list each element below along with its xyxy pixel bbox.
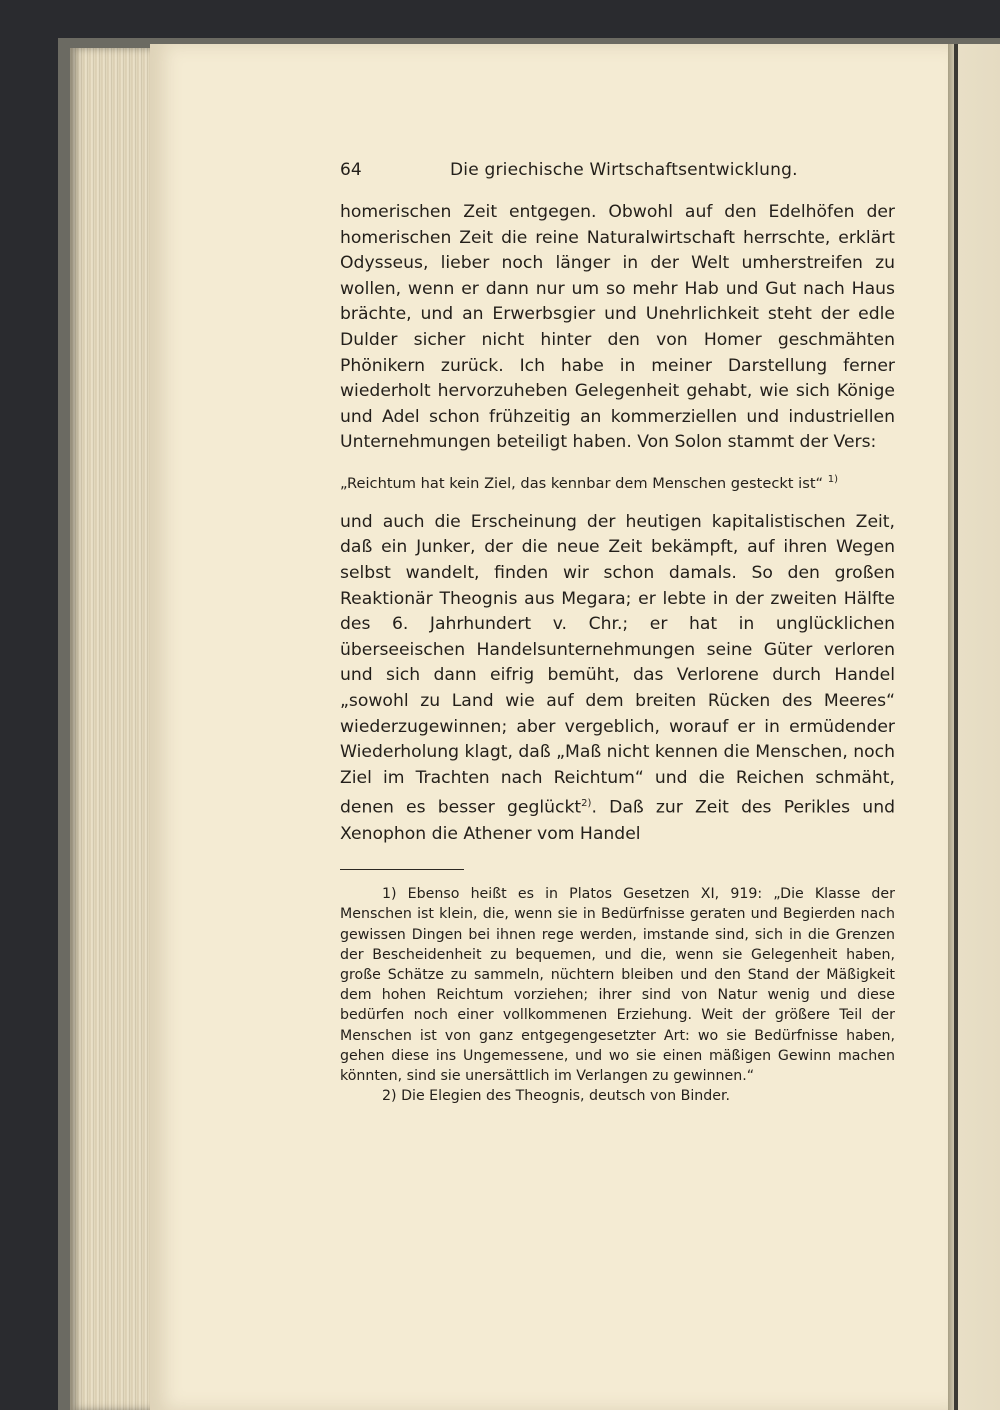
page-content — [340, 160, 895, 1106]
footnote-separator — [340, 869, 464, 870]
paragraph-2-footnote-ref: 2) — [581, 798, 592, 810]
page-number: 64 — [340, 160, 362, 180]
page-edges — [70, 48, 160, 1410]
paragraph-1: homerischen Zeit entgegen. Obwohl auf den Edelhöfen der homerischen Zeit die reine Naturalwirtschaft herrschte, erklärt Odysseus, lieber noch länger in der Welt umherstreifen zu wollen, wenn er dann nur um so mehr Hab und Gut nach Haus brächte, und an Erwerbsgier und Unehrlichkeit steht der edle Dulder sicher nicht hinter den von Homer geschmähten Phönikern zurück. Ich habe in meiner Darstellung ferner wiederholt hervorzuheben Gelegenheit gehabt, wie sich Könige und Adel schon frühzeitig an kommerziellen und industriellen Unternehmungen beteiligt haben. Von Solon stammt der Vers: — [340, 202, 895, 453]
facing-page-edge — [948, 44, 1000, 1410]
paragraph-2-part-2: . Daß zur Zeit des Perikles und Xenophon die Athener vom Handel — [340, 798, 895, 844]
paragraph-2 — [340, 510, 895, 847]
paragraph-2-part-1: und auch die Erscheinung der heutigen kapitalistischen Zeit, daß ein Junker, der die neue Zeit bekämpft, auf ihren Wegen selbst wandelt, finden wir schon damals. So den großen Reaktionär Theognis aus Megara; er lebte in der zweiten Hälfte des 6. Jahrhundert v. Chr.; er hat in unglücklichen überseeischen Handelsunternehmungen seine Güter verloren und sich dann eifrig bemüht, das Verlorene durch Handel „sowohl zu Land wie auf dem breiten Rücken des Meeres“ wiederzugewinnen; aber vergeblich, worauf er in ermüdender Wiederholung klagt, daß „Maß nicht kennen die Menschen, noch Ziel im Trachten nach Reichtum“ und die Reichen schmäht, denen es besser geglückt — [340, 511, 895, 819]
gutter-shadow — [954, 44, 958, 1410]
quote-footnote-ref: 1) — [827, 473, 839, 485]
footnote-2: 2) Die Elegien des Theognis, deutsch von Binder. — [382, 1088, 731, 1105]
footnote-1: 1) Ebenso heißt es in Platos Gesetzen XI, 919: „Die Klasse der Menschen ist klein, die, wenn sie in Bedürfnisse geraten und Begierden nach gewissen Dingen bei ihnen rege werden, imstande sind, sich in die Grenzen der Bescheidenheit zu bequemen, und die, wenn sie Gelegenheit haben, große Schätze zu sammeln, nüchtern bleiben und den Stand der Mäßigkeit dem hohen Reichtum vorziehen; ihrer sind von Natur wenig und diese bedürfen noch einer vollkommenen Erziehung. Weit der größere Teil der Menschen ist von ganz entgegengesetzter Art: wo sie Bedürfnisse haben, gehen diese ins Ungemessene, und wo sie einen mäßigen Gewinn machen könnten, sind sie unersättlich im Verlangen zu gewinnen.“ — [340, 886, 895, 1085]
page-header — [340, 160, 895, 200]
solon-quote — [340, 470, 895, 494]
running-title: Die griechische Wirtschaftsentwicklung. — [450, 160, 798, 180]
main-text-2 — [340, 510, 895, 847]
quote-text: „Reichtum hat kein Ziel, das kennbar dem Menschen gesteckt ist“ — [340, 474, 824, 492]
footnotes — [340, 884, 895, 1106]
main-text — [340, 200, 895, 456]
